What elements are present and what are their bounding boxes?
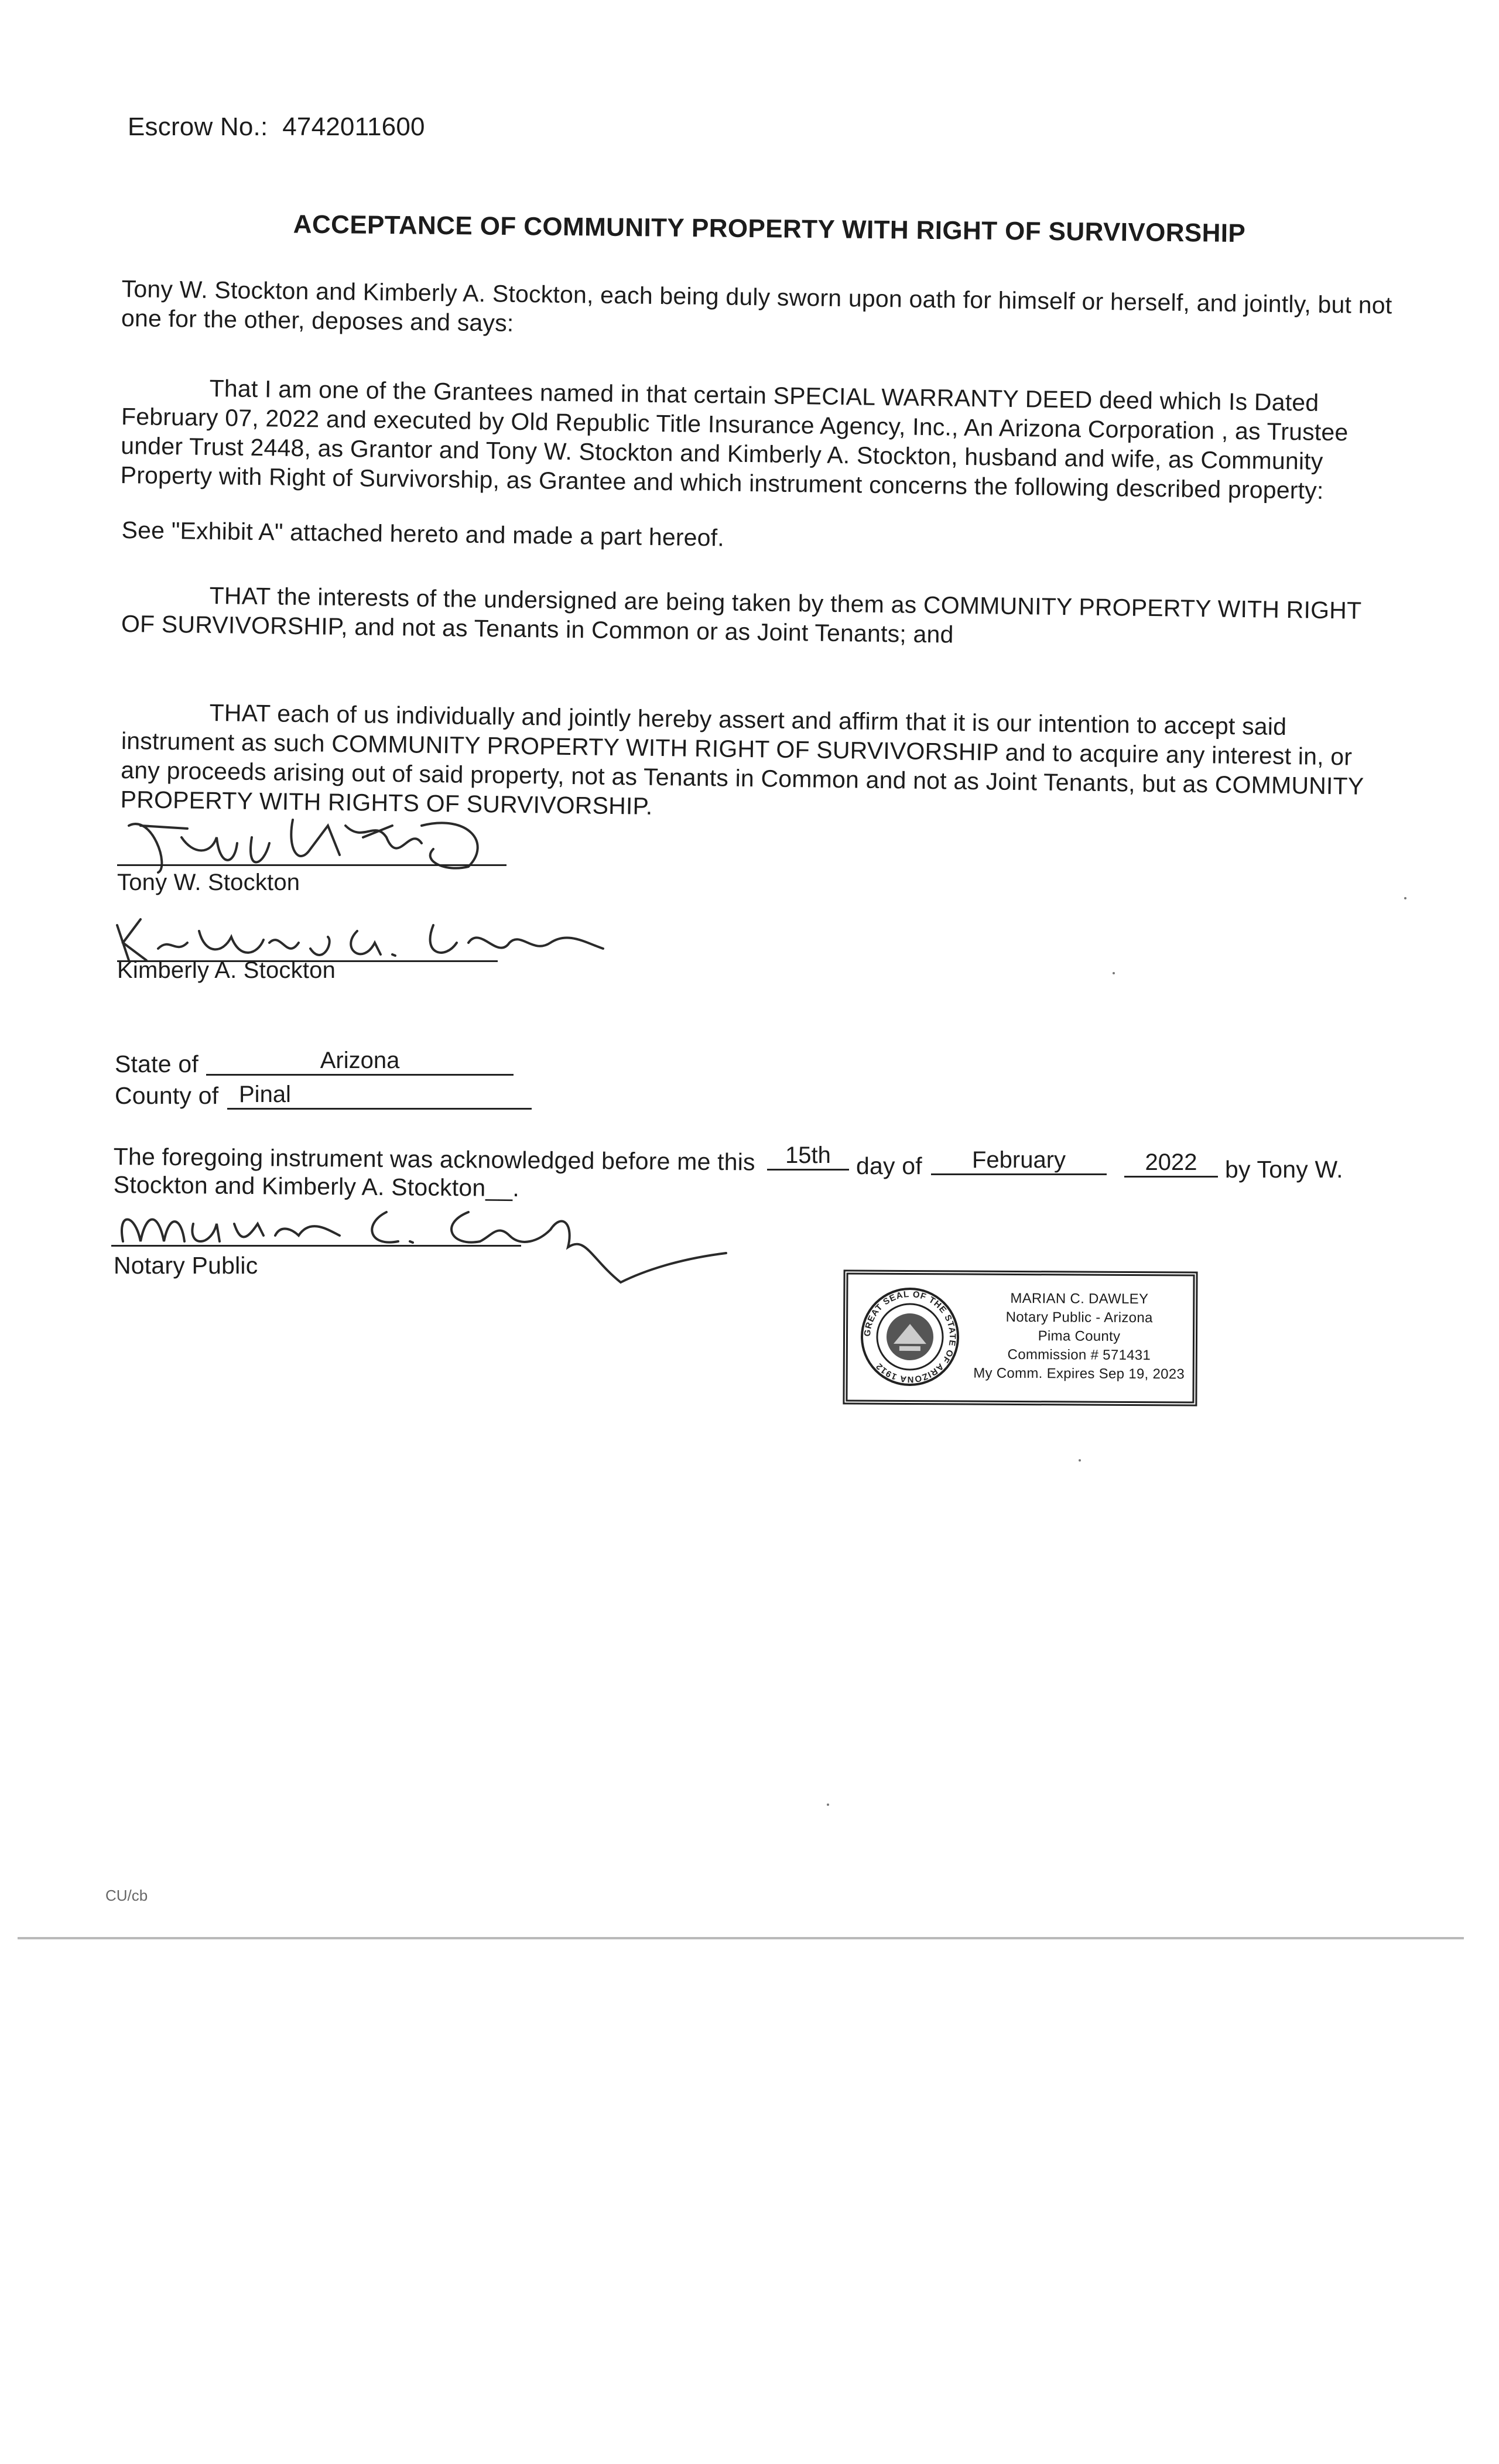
exhibit-paragraph: See "Exhibit A" attached hereto and made a part hereof. — [121, 516, 725, 552]
stamp-commission: Commission # 571431 — [1007, 1346, 1151, 1364]
county-value: Pinal — [227, 1081, 532, 1110]
ack-year: 2022 — [1124, 1149, 1218, 1178]
stamp-county: Pima County — [1038, 1328, 1121, 1344]
signature-notary — [105, 1189, 738, 1306]
ack-month: February — [931, 1147, 1107, 1175]
signature-tony-stockton — [117, 802, 504, 878]
ack-prefix: The foregoing instrument was acknowledged before me this — [113, 1142, 755, 1176]
scan-speck — [1113, 972, 1115, 974]
notary-stamp — [843, 1269, 1197, 1406]
escrow-number: 4742011600 — [282, 112, 425, 141]
notary-signature-line — [111, 1245, 521, 1247]
affirm-paragraph: THAT each of us individually and jointly hereby assert and affirm that it is our intention to accept said instrument as such COMMUNITY PROPERTY WITH RIGHT OF SURVIVORSHIP and to acquire any interest in, or any proceeds arising out of said property, not as Tenants in Common and not as Joint Tenants, but as COMMUNITY PROPERTY WITH RIGHTS OF SURVIVORSHIP. — [120, 699, 1364, 820]
page-bottom-rule — [18, 1937, 1464, 1939]
escrow-number-line — [128, 112, 425, 142]
ack-names: Stockton and Kimberly A. Stockton__. — [113, 1171, 520, 1202]
stamp-notary-name: MARIAN C. DAWLEY — [1010, 1290, 1149, 1308]
grantee-paragraph: That I am one of the Grantees named in that certain SPECIAL WARRANTY DEED deed which Is Dated February 07, 2022 and executed by Old Republic Title Insurance Agency, Inc., An Arizona Corporation , as Trustee under Trust 2448, as Grantor and Tony W. Stockton and Kimberly A. Stockton, husband and wife, as Community Property with Right of Survivorship, as Grantee and which instrument concerns the following described property: — [120, 374, 1349, 504]
notary-public-label: Notary Public — [114, 1252, 258, 1279]
ack-day: 15th — [767, 1142, 849, 1171]
stamp-notary-title: Notary Public - Arizona — [1005, 1309, 1153, 1326]
signature-line-1 — [117, 864, 506, 866]
stamp-expiration: My Comm. Expires Sep 19, 2023 — [973, 1365, 1185, 1382]
intro-paragraph: Tony W. Stockton and Kimberly A. Stockton, each being duly sworn upon oath for himself or herself, and jointly, but not one for the other, deposes and says: — [121, 275, 1392, 337]
signer-name-2: Kimberly A. Stockton — [117, 957, 336, 983]
document-code: CU/cb — [105, 1887, 148, 1904]
state-label: State of — [115, 1050, 199, 1077]
escrow-label: Escrow No.: — [128, 112, 268, 141]
scan-speck — [1404, 897, 1406, 899]
document-title: ACCEPTANCE OF COMMUNITY PROPERTY WITH RIGHT OF SURVIVORSHIP — [293, 210, 1246, 248]
svg-text:GREAT SEAL OF THE STATE OF ARI: GREAT SEAL OF THE STATE OF ARIZONA 1912 — [862, 1289, 958, 1385]
scan-speck — [827, 1803, 829, 1806]
scan-speck — [1079, 1459, 1081, 1462]
county-label: County of — [115, 1082, 219, 1109]
stamp-text-block — [965, 1289, 1194, 1384]
ack-by: by Tony W. — [1225, 1156, 1343, 1183]
state-seal-icon — [858, 1285, 962, 1389]
interests-paragraph: THAT the interests of the undersigned are being taken by them as COMMUNITY PROPERTY WITH RIGHT OF SURVIVORSHIP, and not as Tenants in Common or as Joint Tenants; and — [121, 581, 1361, 648]
signer-name-1: Tony W. Stockton — [117, 870, 300, 895]
ack-day-of: day of — [856, 1152, 922, 1179]
state-value: Arizona — [206, 1047, 514, 1076]
